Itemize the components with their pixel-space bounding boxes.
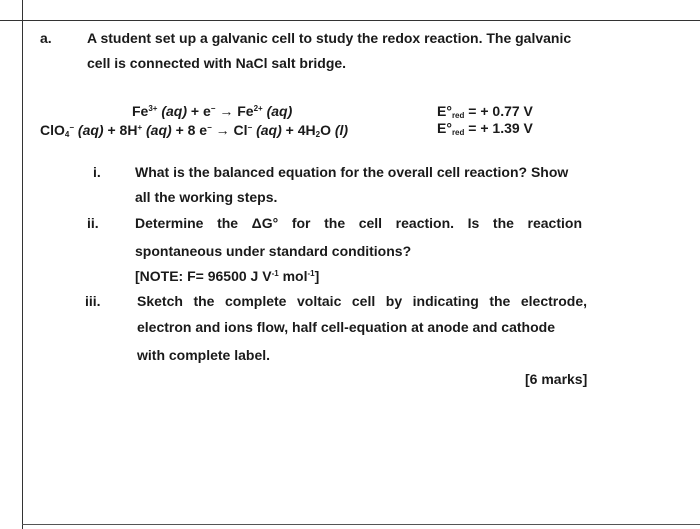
part-iii-line1: Sketch the complete voltaic cell by indicating the electrode, <box>137 293 587 309</box>
part-i-label: i. <box>93 164 101 180</box>
part-iii-label: iii. <box>85 293 101 309</box>
margin-line-vertical <box>22 0 23 529</box>
half-reaction-perchlorate: ClO$_4$− (aq) + 8H+ (aq) + 8 e− → Cl− $(aq) + 4H_2O$ (l) <box>40 122 349 139</box>
part-i-line1: What is the balanced equation for the overall cell reaction? Show <box>135 164 569 180</box>
part-iii-line2: electron and ions flow, half cell-equation at anode and cathode <box>137 319 555 335</box>
marks-label: [6 marks] <box>525 371 588 387</box>
bottom-border-line <box>22 524 700 525</box>
part-ii-label: ii. <box>87 215 99 231</box>
half-reaction-iron: $Fe^{3+}$ $(aq) + e^- \to Fe^{2+}$ (aq) <box>132 103 293 119</box>
part-i-line2: all the working steps. <box>135 189 278 205</box>
potential-perchlorate: $E^\circ_{red}$ = + 1.39 V <box>437 120 533 137</box>
question-label: a. <box>40 30 52 46</box>
part-ii-line1: Determine the ΔG° for the cell reaction. Is the reaction <box>135 215 582 231</box>
question-intro-line2: cell is connected with NaCl salt bridge. <box>87 55 347 71</box>
margin-line-horizontal <box>0 20 700 21</box>
part-ii-note: [NOTE: F= 96500 J $V^{-1}$ mol$^{-1}$] <box>135 268 320 284</box>
part-ii-line2: spontaneous under standard conditions? <box>135 243 412 259</box>
part-iii-line3: with complete label. <box>137 347 271 363</box>
potential-iron: $E^\circ_{red}$ = + 0.77 V <box>437 103 533 120</box>
question-intro-line1: A student set up a galvanic cell to study the redox reaction. The galvanic <box>87 30 572 46</box>
